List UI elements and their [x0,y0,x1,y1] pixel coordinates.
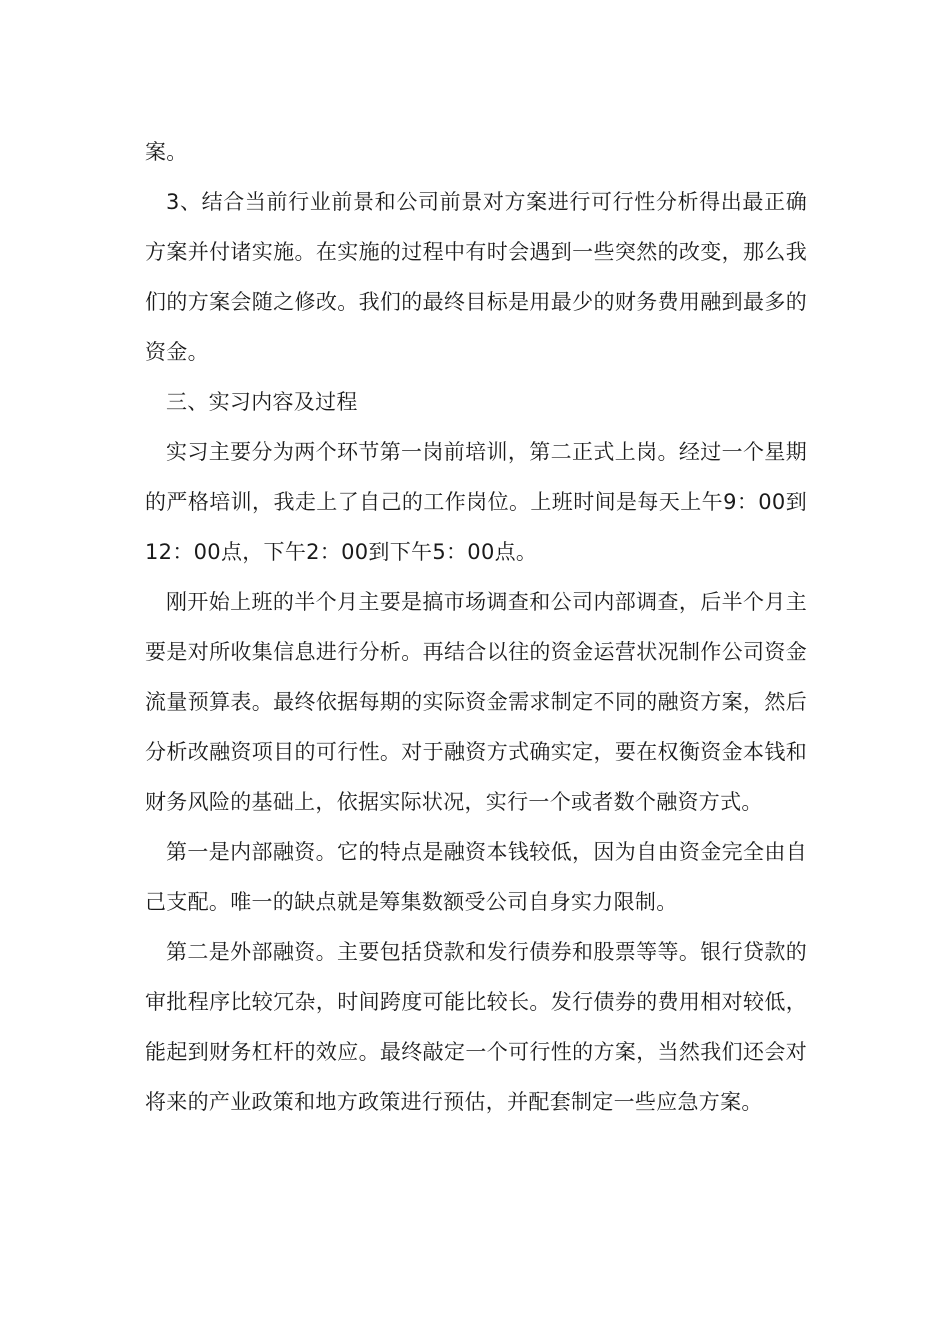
paragraph-internal-financing: 第一是内部融资。它的特点是融资本钱较低，因为自由资金完全由自己支配。唯一的缺点就是筹集数额受公司自身实力限制。 [145,840,807,914]
paragraph-internship-overview: 实习主要分为两个环节第一岗前培训，第二正式上岗。经过一个星期的严格培训，我走上了自己的工作岗位。上班时间是每天上午9：00到12：00点，下午2：00到下午5：00点。 [145,440,807,564]
paragraph-continuation: 案。 [145,140,188,164]
paragraph-external-financing: 第二是外部融资。主要包括贷款和发行债券和股票等等。银行贷款的审批程序比较冗杂，时间跨度可能比较长。发行债券的费用相对较低，能起到财务杠杆的效应。最终敲定一个可行性的方案，当然我们还会对将来的产业政策和地方政策进行预估，并配套制定一些应急方案。 [145,940,807,1114]
section-heading-internship-content: 三、实习内容及过程 [166,390,358,414]
document-body [145,127,807,1127]
paragraph-step-3: 3、结合当前行业前景和公司前景对方案进行可行性分析得出最正确方案并付诸实施。在实施的过程中有时会遇到一些突然的改变，那么我们的方案会随之修改。我们的最终目标是用最少的财务费用融到最多的资金。 [145,190,807,364]
paragraph-first-half-month: 刚开始上班的半个月主要是搞市场调查和公司内部调查，后半个月主要是对所收集信息进行分析。再结合以往的资金运营状况制作公司资金流量预算表。最终依据每期的实际资金需求制定不同的融资方案，然后分析改融资项目的可行性。对于融资方式确实定，要在权衡资金本钱和财务风险的基础上，依据实际状况，实行一个或者数个融资方式。 [145,590,807,814]
